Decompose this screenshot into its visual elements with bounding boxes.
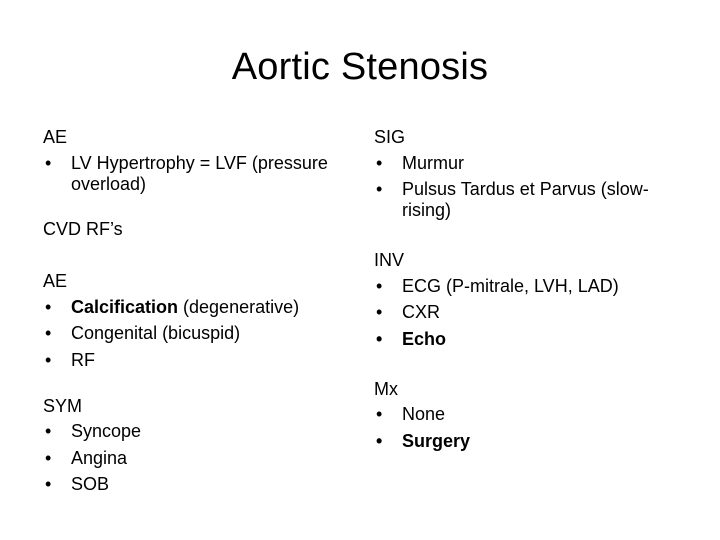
- cvd-rf-section: [43, 216, 343, 243]
- signs-list: [374, 153, 684, 222]
- list-item: • None: [374, 404, 684, 425]
- left-column: [43, 124, 343, 495]
- section-heading-sym: SYM: [43, 395, 83, 416]
- investigations-list: [374, 276, 684, 350]
- list-item: • Surgery: [374, 431, 684, 452]
- list-item: • Angina: [43, 448, 343, 469]
- symptoms-list: [43, 421, 343, 495]
- list-item: • Echo: [374, 329, 684, 350]
- term-detail: (degenerative): [178, 296, 300, 317]
- section-heading-inv: INV: [374, 250, 405, 270]
- section-heading-ae: AE: [43, 127, 68, 147]
- bold-term: Calcification: [71, 296, 179, 317]
- section-heading-ae: AE: [43, 271, 68, 291]
- aetiology-section-2: [43, 268, 343, 371]
- management-section: [374, 376, 684, 452]
- aetiology-section-1: [43, 124, 343, 195]
- list-item: • Murmur: [374, 153, 684, 174]
- aetiology-list-2: [43, 297, 343, 371]
- section-heading-sig: SIG: [374, 127, 406, 147]
- list-item: • RF: [43, 350, 343, 371]
- aetiology-list-1: [43, 153, 343, 195]
- list-item: • LV Hypertrophy = LVF (pressure overload): [43, 153, 343, 195]
- list-item: [43, 297, 343, 318]
- list-item: • SOB: [43, 474, 343, 495]
- slide-title: Aortic Stenosis: [231, 46, 489, 88]
- list-item: • Congenital (bicuspid): [43, 323, 343, 344]
- right-column: [374, 124, 684, 452]
- section-heading-cvd-rf: CVD RF’s: [43, 218, 123, 239]
- list-item: • Pulsus Tardus et Parvus (slow-rising): [374, 179, 684, 221]
- symptoms-section: [43, 393, 343, 496]
- list-item: • CXR: [374, 302, 684, 323]
- management-list: [374, 404, 684, 452]
- signs-section: [374, 124, 684, 221]
- investigations-section: [374, 247, 684, 350]
- list-item: • ECG (P-mitrale, LVH, LAD): [374, 276, 684, 297]
- list-item: • Syncope: [43, 421, 343, 442]
- section-heading-mx: Mx: [374, 378, 398, 399]
